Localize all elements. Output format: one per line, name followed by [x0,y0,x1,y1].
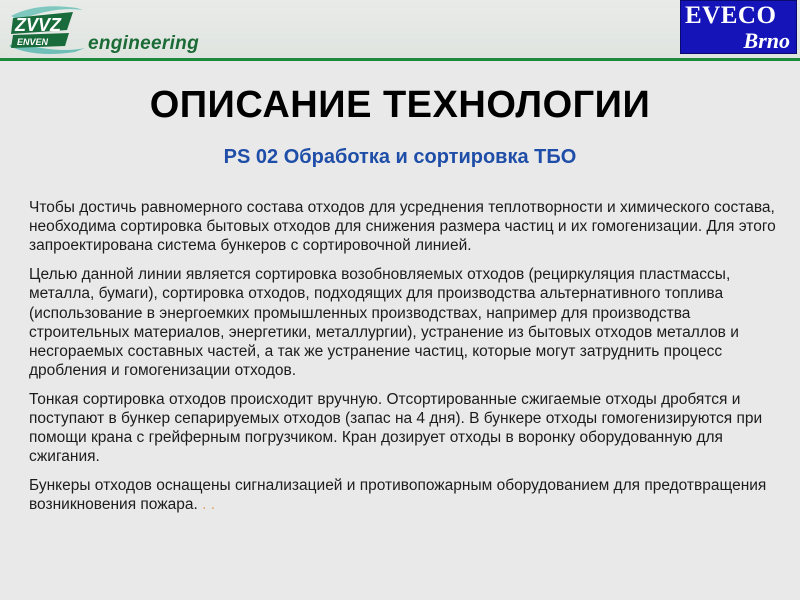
slide-header [0,0,800,60]
slide-subtitle: PS 02 Обработка и сортировка ТБО [223,146,577,168]
trailing-marks: . . [202,496,216,514]
slide-title: ОПИСАНИЕ ТЕХНОЛОГИИ [149,84,651,126]
paragraph-2: Целью данной линии является сортировка возобновляемых отходов (рециркуляция пластмассы, металла, бумаги), сортировка отходов, подходящих для производства альтернативного топлива (использование в энергоемких промышленных производствах, например для производства строительных материалов, энергетики, металлургии), устранение из бытовых отходов металлов и несгораемых составных частей, а так же устранение частиц, которые могут затруднить процесс дробления и гомогенизации отходов. [29,266,739,380]
logo-text: ZVVZ [15,15,62,35]
paragraph-3: Тонкая сортировка отходов происходит вручную. Отсортированные сжигаемые отходы дробятся и поступают в бункер сепарируемых отходов (запас на 4 дня). В бункере отходы гомогенизируются при помощи крана с грейферным погрузчиком. Кран дозирует отходы в воронку оборудованную для сжигания. [29,390,763,466]
engineering-label: engineering [88,33,199,54]
paragraph-4-text: Бункеры отходов оснащены сигнализацией и противопожарным оборудованием для предотвращения возникновения пожара. [29,477,767,514]
eveco-logo-top: EVECO [685,2,777,29]
paragraph-1: Чтобы достичь равномерного состава отходов для усреднения теплотворности и химического состава, необходима сортировка бытовых отходов для снижения размера частиц и их гомогенизации. Для этого запроектирована система бункеров с сортировочной линией. [29,199,776,255]
logo-subtext: ENVEN [17,37,49,47]
slide-body [29,198,791,524]
eveco-logo-bottom: Brno [743,28,790,53]
paragraph-4 [29,476,791,514]
zvvz-logo [5,4,91,56]
eveco-logo [680,0,797,54]
header-divider [0,58,800,61]
